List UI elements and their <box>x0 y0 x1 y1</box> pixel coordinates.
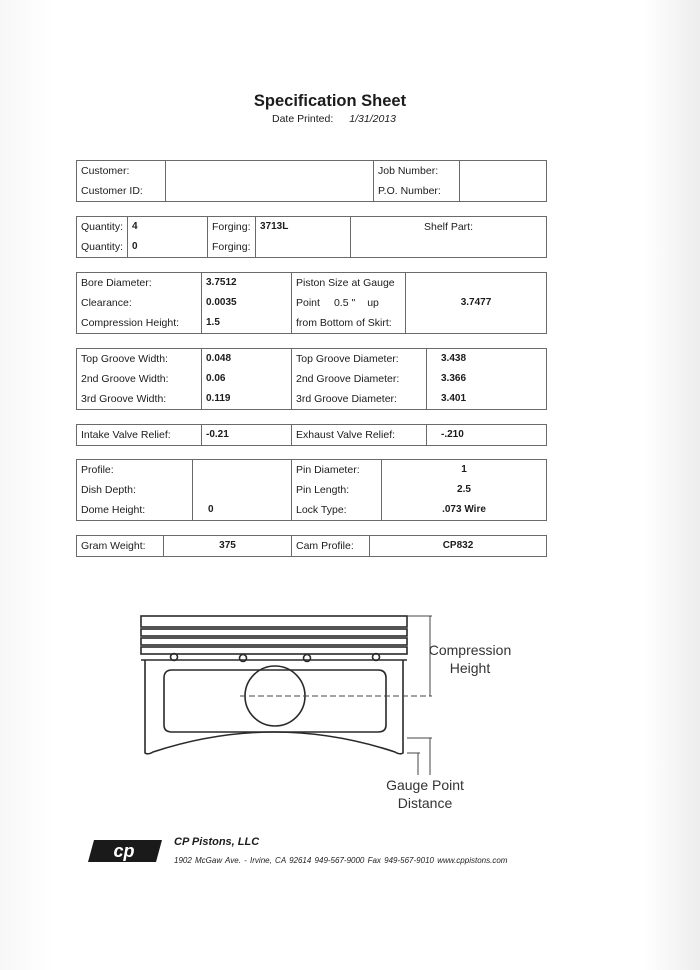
dish-depth-label: Dish Depth: <box>81 484 136 496</box>
compression-callout-line1: Compression <box>428 642 512 658</box>
profile-pin-table <box>76 459 547 521</box>
intake-valve-relief-value: -0.21 <box>206 429 229 440</box>
compression-height-label: Compression Height: <box>81 317 180 329</box>
ring-land-3 <box>141 647 407 654</box>
date-value: 1/31/2013 <box>349 113 397 125</box>
top-groove-width-value: 0.048 <box>206 353 232 364</box>
dome-height-label: Dome Height: <box>81 504 146 516</box>
second-groove-width-value: 0.06 <box>206 373 226 384</box>
cam-profile-label: Cam Profile: <box>296 540 354 552</box>
clearance-value: 0.0035 <box>206 297 237 308</box>
compression-height-value: 1.5 <box>206 317 220 328</box>
gauge-size-value: 3.7477 <box>460 297 492 308</box>
third-groove-diameter-value: 3.401 <box>441 393 467 404</box>
second-groove-diameter-value: 3.366 <box>441 373 467 384</box>
ring-land-2 <box>141 638 407 645</box>
customer-table <box>76 160 547 202</box>
company-address: 1902 McGaw Ave. - Irvine, CA 92614 949-567-9000 Fax 949-567-9010 www.cppistons.com <box>174 856 508 865</box>
gauge-point-label: Point <box>296 297 320 309</box>
dome-height-value: 0 <box>208 504 214 515</box>
quantity-1-label: Quantity: <box>81 221 124 233</box>
pin-length-label: Pin Length: <box>296 484 350 496</box>
shelf-part-label: Shelf Part: <box>423 221 474 233</box>
top-groove-diameter-value: 3.438 <box>441 353 467 364</box>
third-groove-width-label: 3rd Groove Width: <box>81 393 167 405</box>
pin-diameter-label: Pin Diameter: <box>296 464 360 476</box>
ring-land-1 <box>141 629 407 636</box>
top-groove-diameter-label: Top Groove Diameter: <box>296 353 399 365</box>
gauge-size-line2 <box>292 293 405 313</box>
profile-label: Profile: <box>81 464 114 476</box>
compression-callout-line2: Height <box>449 660 491 676</box>
po-number-label: P.O. Number: <box>378 185 441 197</box>
cam-profile-value: CP832 <box>442 540 474 551</box>
valve-relief-table <box>76 424 547 446</box>
gauge-callout-line2: Distance <box>397 795 453 811</box>
quantity-2-label: Quantity: <box>81 241 124 253</box>
date-label: Date Printed: <box>272 113 334 125</box>
top-groove-width-label: Top Groove Width: <box>81 353 168 365</box>
page-title: Specification Sheet <box>253 92 407 110</box>
exhaust-valve-relief-label: Exhaust Valve Relief: <box>296 429 396 441</box>
date-printed <box>272 113 396 125</box>
quantity-2-value: 0 <box>132 241 138 252</box>
piston-crown <box>141 616 407 627</box>
piston-window <box>164 670 386 732</box>
groove-table <box>76 348 547 410</box>
bore-diameter-value: 3.7512 <box>206 277 237 288</box>
gauge-size-line3: from Bottom of Skirt: <box>296 317 392 329</box>
pin-diameter-value: 1 <box>461 464 467 475</box>
exhaust-valve-relief-value: -.210 <box>441 429 464 440</box>
job-number-label: Job Number: <box>378 165 439 177</box>
weight-cam-table <box>76 535 547 557</box>
forging-2-label: Forging: <box>212 241 251 253</box>
cp-logo <box>86 838 164 864</box>
gram-weight-value: 375 <box>219 540 236 551</box>
gram-weight-label: Gram Weight: <box>81 540 146 552</box>
quantity-1-value: 4 <box>132 221 138 232</box>
intake-valve-relief-label: Intake Valve Relief: <box>81 429 171 441</box>
forging-1-value: 3713L <box>260 221 289 232</box>
compression-height-callout <box>420 641 520 677</box>
gauge-size-line1: Piston Size at Gauge <box>296 277 395 289</box>
second-groove-width-label: 2nd Groove Width: <box>81 373 169 385</box>
customer-label: Customer: <box>81 165 130 177</box>
piston-skirt <box>145 660 403 754</box>
quantity-table <box>76 216 547 258</box>
piston-diagram <box>0 600 700 820</box>
customer-id-label: Customer ID: <box>81 185 143 197</box>
clearance-label: Clearance: <box>81 297 132 309</box>
third-groove-diameter-label: 3rd Groove Diameter: <box>296 393 397 405</box>
lock-type-value: .073 Wire <box>442 504 486 515</box>
pin-length-value: 2.5 <box>457 484 471 495</box>
company-name: CP Pistons, LLC <box>174 836 260 848</box>
second-groove-diameter-label: 2nd Groove Diameter: <box>296 373 400 385</box>
gauge-point-value: 0.5 " <box>333 297 356 309</box>
lock-type-label: Lock Type: <box>296 504 347 516</box>
gauge-up-label: up <box>367 297 379 309</box>
cp-logo-text: cp <box>113 841 135 861</box>
gauge-callout-line1: Gauge Point <box>386 777 464 793</box>
forging-1-label: Forging: <box>212 221 251 233</box>
third-groove-width-value: 0.119 <box>206 393 231 404</box>
gauge-point-callout <box>370 776 480 812</box>
bore-table <box>76 272 547 334</box>
bore-diameter-label: Bore Diameter: <box>81 277 152 289</box>
